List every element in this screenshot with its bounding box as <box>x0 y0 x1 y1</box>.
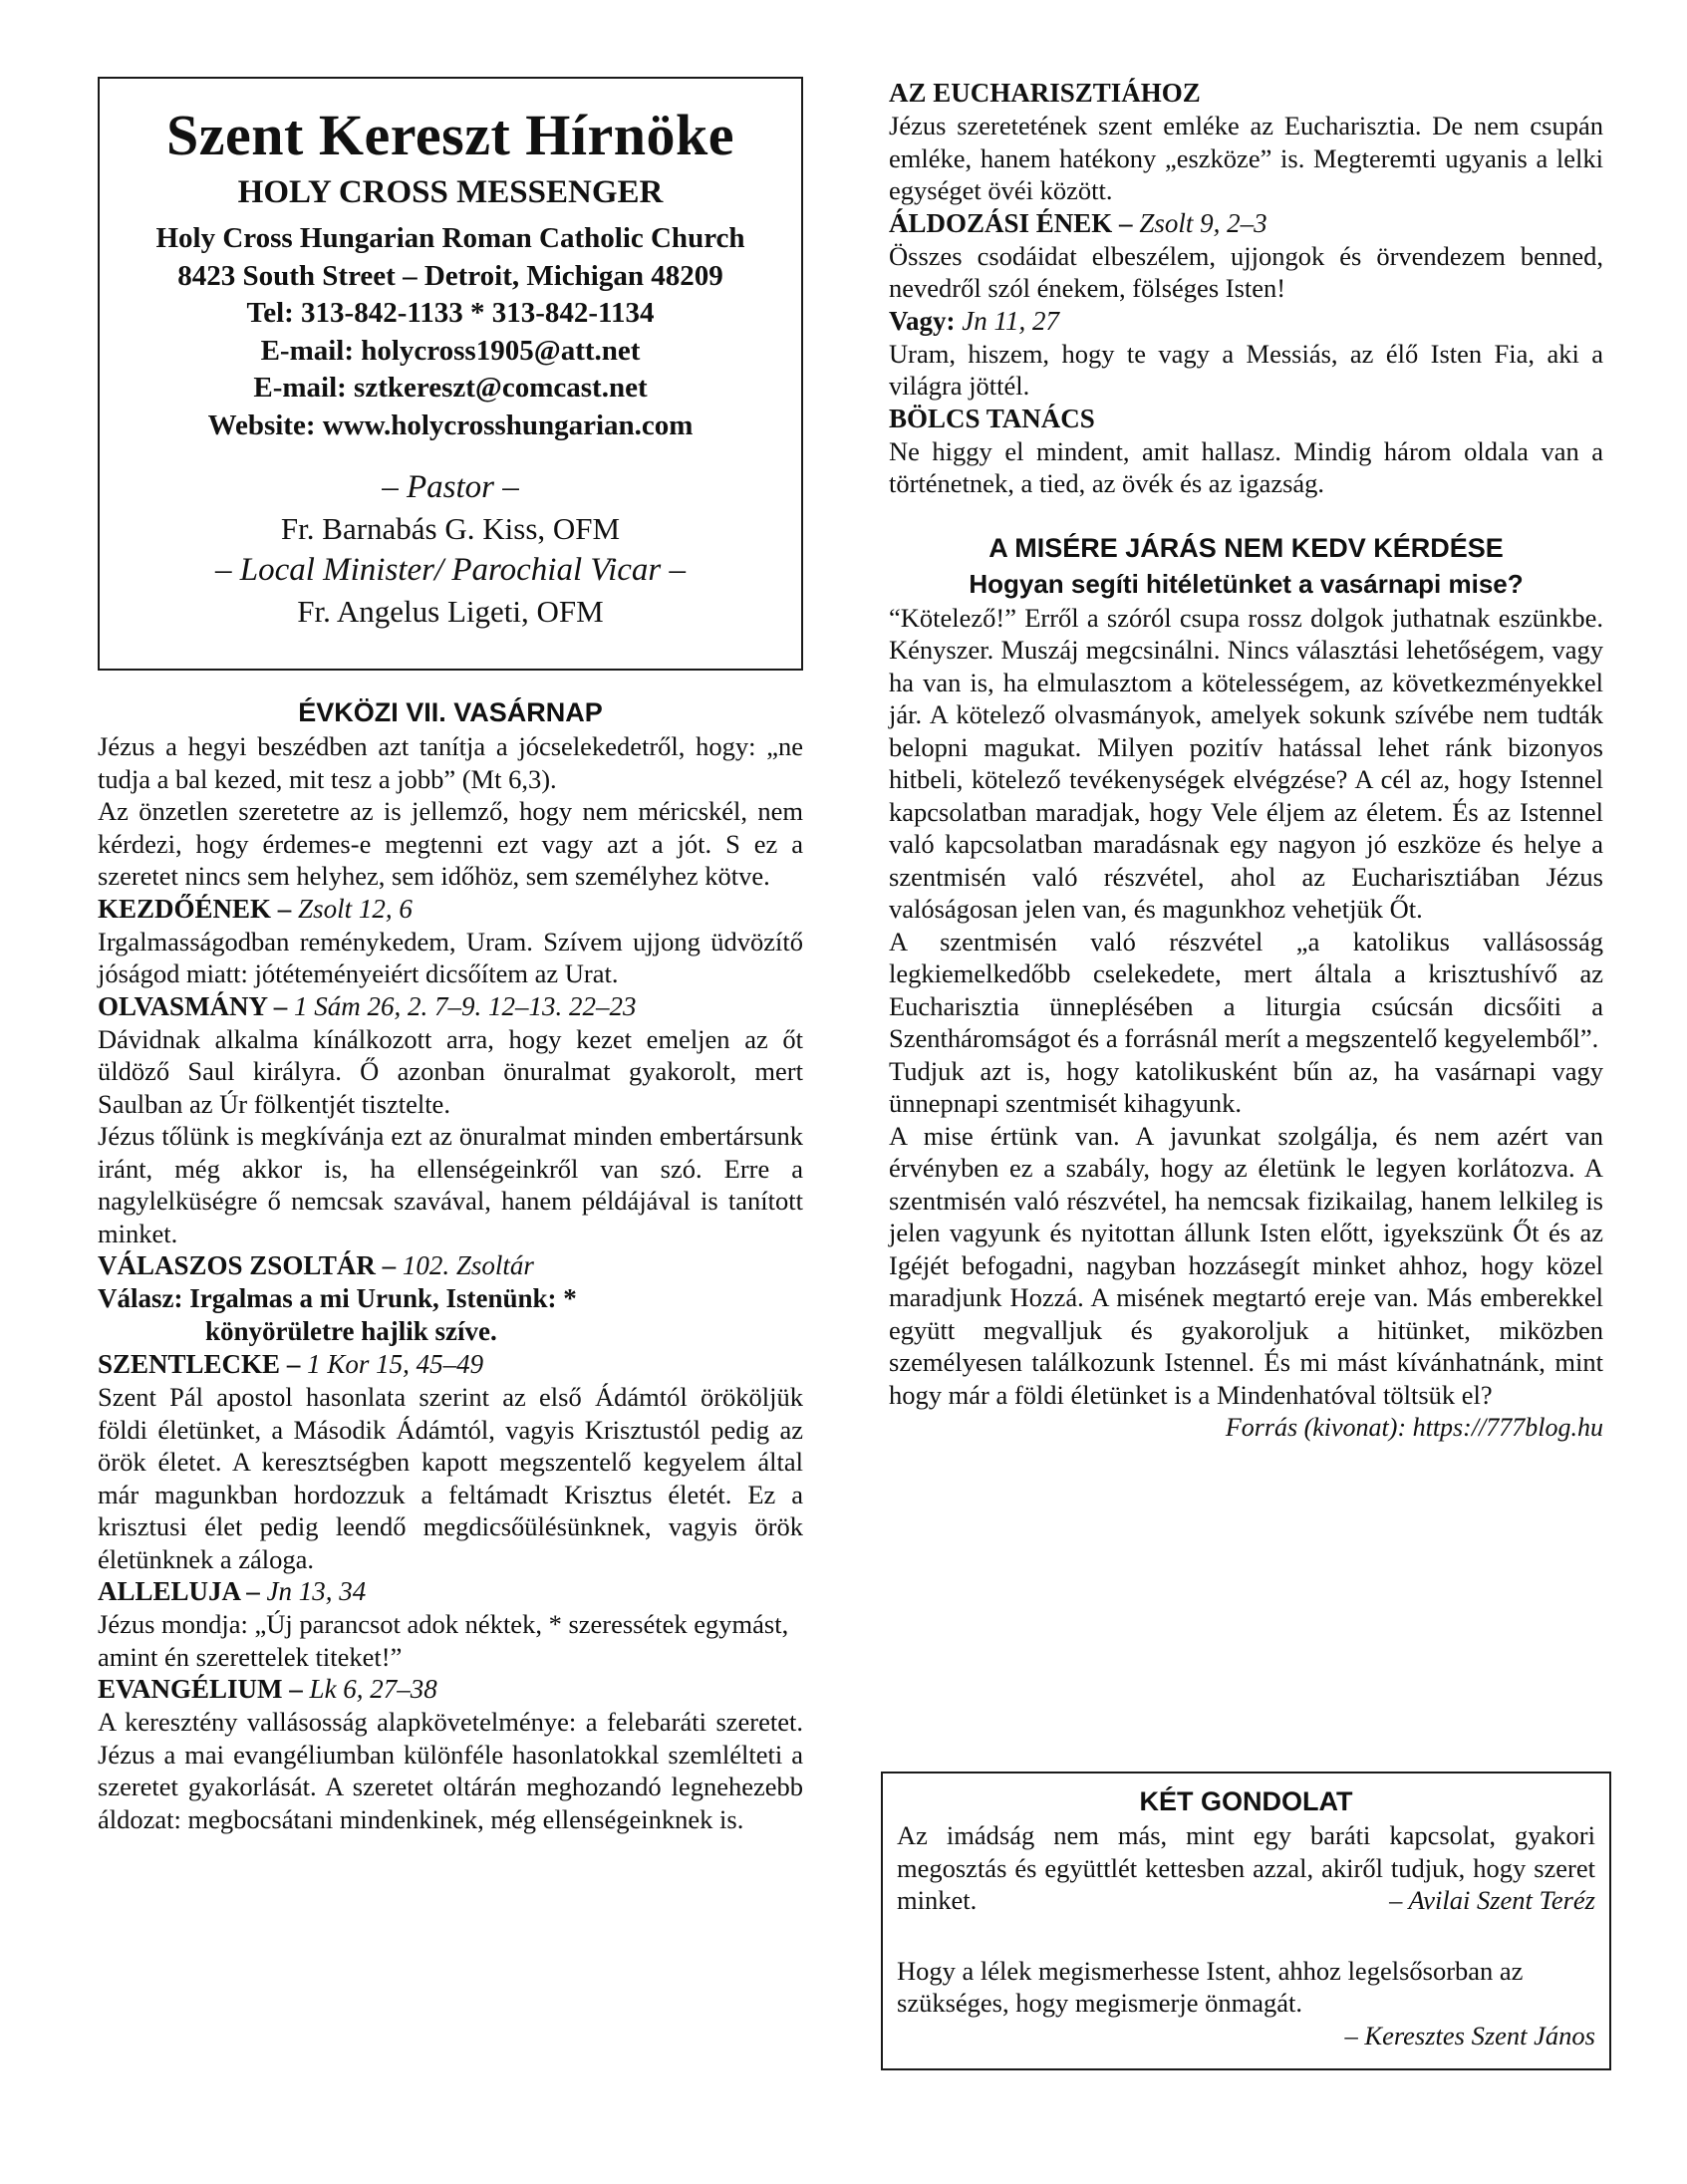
right-column <box>889 77 1603 1444</box>
mass-paragraph-3: Tudjuk azt is, hogy katolikusként bűn az, ha vasárnapi vagy ünnepnapi szentmisét kihagyunk. <box>889 1055 1603 1118</box>
reading-text-2: Jézus tőlünk is megkívánja ezt az önuralmat minden embertársunk iránt, még akkor is, ha ellenségeinkről van szó. Erre a nagylelküségre ő nemcsak szavával, hanem példájával is tanított minket. <box>98 1121 803 1248</box>
advice-title-text: BÖLCS TANÁCS <box>889 403 1095 433</box>
newsletter-title: Szent Kereszt Hírnöke <box>166 103 734 167</box>
eucharist-text: Jézus szeretetének szent emléke az Eucharisztia. De nem csupán emléke, hanem hatékony „eszköze” is. Megteremti ugyanis a lelki egységet övéi között. <box>889 111 1603 205</box>
psalm-heading <box>98 1249 803 1282</box>
communion-heading <box>889 207 1603 240</box>
or-text: Uram, hiszem, hogy te vagy a Messiás, az élő Isten Fia, aki a világra jöttél. <box>889 338 1603 401</box>
entrance-heading <box>98 893 803 926</box>
second-reading-ref: 1 Kor 15, 45–49 <box>307 1349 484 1379</box>
vicar-role: – Local Minister/ Parochial Vicar – <box>214 552 687 588</box>
mass-paragraph-1: “Kötelező!” Erről a szóról csupa rossz dolgok juthatnak eszünkbe. Kényszer. Muszáj megcsinálni. Nincs választási lehetőségem, vagy ha van is, ha elmulasztom a kötelességem, az következményekkel jár. A kötelező olvasmányok, amelyek sokunk szívébe nem tudták belopni magukat. Milyen pozitív hatással lehet ránk bizonyos hitbeli, kötelező tevékenységek elvégzése? A cél az, hogy Istennel kapcsolatban maradjak, hogy Vele éljem az életem. És az Istennel való kapcsolatban maradásnak egy nagyon jó eszköze és helye a szentmisén való részvétel, ahol az Eucharisztiában Jézus valóságosan jelen van, és magunkhoz vehetjük Őt. <box>889 602 1603 924</box>
advice-text: Ne higgy el mindent, amit hallasz. Mindig három oldala van a történetnek, a tied, az övék és az igazság. <box>889 435 1603 498</box>
church-name: Holy Cross Hungarian Roman Catholic Church <box>155 222 745 254</box>
mass-subtitle: Hogyan segíti hitéletünket a vasárnapi mise? <box>969 568 1524 599</box>
church-address: 8423 South Street – Detroit, Michigan 48209 <box>177 259 723 292</box>
or-ref: Jn 11, 27 <box>962 305 1059 336</box>
email-primary[interactable]: E-mail: holycross1905@att.net <box>260 334 641 367</box>
gospel-text: A keresztény vallásosság alapkövetelménye: a felebaráti szeretet. Jézus a mai evangéliumban különféle hasonlatokkal szemlélteti a szeretet gyakorlását. A szeretet oltárán meghozandó legnehezebb áldozat: megbocsátani mindenkinek, még ellenségeinknek is. <box>98 1707 803 1834</box>
entrance-label: KEZDŐÉNEK – <box>98 893 299 924</box>
psalm-response-2: könyörületre hajlik szíve. <box>205 1316 497 1346</box>
mass-title: A MISÉRE JÁRÁS NEM KEDV KÉRDÉSE <box>988 532 1504 563</box>
gospel-label: EVANGÉLIUM – <box>98 1674 310 1704</box>
mass-paragraph-2: A szentmisén való részvétel „a katolikus vallásosság legkiemelkedőbb cselekedete, mert általa a krisztushívő az Eucharisztia ünneplésében a liturgia csúcsán dicsőiti a Szentháromságot és a forrásnál merít a megszentelő kegyelemből”. <box>889 926 1603 1053</box>
mass-paragraph-4: A mise értünk van. A javunkat szolgálja, és nem azért van érvényben ez a szabály, hogy az életünk le legyen korlátozva. A szentmisén való részvétel, ha nemcsak fizikailag, hanem lelkileg is jelen vagyunk és nyitottan állunk Isten előtt, igyekszünk Őt és az Igéjét befogadni, nagyban hozzásegít minket ahhoz, hogy közel maradjunk Hozzá. A misének megtartó ereje van. Más emberekkel együtt megvalljuk és gyakoroljuk a hitünket, miközben személyesen találkozunk Istennel. És mi mást kívánhatnánk, mint hogy már a földi életünket is a Mindenhatóval töltsük el? <box>889 1120 1603 1410</box>
quote-2-text: Hogy a lélek megismerhesse Istent, ahhoz legelsősorban az szükséges, hogy megismerje önmagát. <box>897 1955 1524 2018</box>
communion-ref: Zsolt 9, 2–3 <box>1139 207 1267 238</box>
advice-title <box>889 403 1603 435</box>
psalm-ref: 102. Zsoltár <box>402 1250 534 1280</box>
pastor-role: – Pastor – <box>382 469 519 505</box>
reading-label: OLVASMÁNY – <box>98 990 295 1021</box>
newsletter-subtitle: HOLY CROSS MESSENGER <box>237 174 664 210</box>
gospel-ref: Lk 6, 27–38 <box>309 1674 437 1704</box>
masthead-box <box>98 77 803 671</box>
two-thoughts-title: KÉT GONDOLAT <box>1139 1786 1353 1816</box>
or-heading <box>889 305 1603 338</box>
second-reading-label: SZENTLECKE – <box>98 1349 308 1379</box>
eucharist-section <box>889 77 1603 500</box>
alleluia-label: ALLELUJA – <box>98 1576 267 1606</box>
psalm-response-1: Válasz: Irgalmas a mi Urunk, Istenünk: * <box>98 1283 577 1313</box>
gospel-heading <box>98 1673 803 1706</box>
psalm-label: VÁLASZOS ZSOLTÁR – <box>98 1250 403 1280</box>
website-link[interactable]: Website: www.holycrosshungarian.com <box>207 409 694 441</box>
second-reading-text: Szent Pál apostol hasonlata szerint az első Ádámtól örököljük földi életünket, a Második Ádámtól, vagyis Krisztustól pedig az örök életet. A keresztségben kapott megszentelő kegyelem által már magunkban hordozzuk a feltámadt Krisztus életét. Ez a krisztusi élet pedig leendő megdicsőülésünknek, vagyis örök életünknek a záloga. <box>98 1382 803 1574</box>
entrance-ref: Zsolt 12, 6 <box>298 893 413 924</box>
two-thoughts-box <box>881 1772 1611 2070</box>
sunday-section <box>98 694 803 1835</box>
reading-text-1: Dávidnak alkalma kínálkozott arra, hogy kezet emeljen az őt üldöző Saul királyra. Ő azonban önuralmat gyakorolt, mert Saulban az Úr fölkentjét tisztelte. <box>98 1023 803 1119</box>
sunday-intro-1: Jézus a hegyi beszédben azt tanítja a jócselekedetről, hogy: „ne tudja a bal kezed, mit tesz a jobb” (Mt 6,3). <box>98 731 803 794</box>
second-reading-heading <box>98 1348 803 1381</box>
quote-1-author: – Avilai Szent Teréz <box>1389 1885 1595 1915</box>
reading-ref: 1 Sám 26, 2. 7–9. 12–13. 22–23 <box>294 990 637 1021</box>
eucharist-title <box>889 77 1603 110</box>
reading-heading <box>98 990 803 1023</box>
church-phone: Tel: 313-842-1133 * 313-842-1134 <box>246 297 655 329</box>
email-secondary[interactable]: E-mail: sztkereszt@comcast.net <box>253 372 648 404</box>
quote-2-author: – Keresztes Szent János <box>1344 2020 1595 2050</box>
alleluia-ref: Jn 13, 34 <box>266 1576 367 1606</box>
left-column <box>98 77 803 1835</box>
mass-source[interactable]: Forrás (kivonat): https://777blog.hu <box>1225 1413 1603 1442</box>
eucharist-title-text: AZ EUCHARISZTIÁHOZ <box>889 78 1201 108</box>
communion-text: Összes csodáidat elbeszélem, ujjongok és örvendezem benned, nevedről szól énekem, fölséges Isten! <box>889 240 1603 303</box>
alleluia-text: Jézus mondja: „Új parancsot adok néktek, * szeressétek egymást, amint én szerettelek titeket!” <box>98 1609 789 1672</box>
vicar-name: Fr. Angelus Ligeti, OFM <box>297 594 604 629</box>
mass-section <box>889 530 1603 1445</box>
communion-label: ÁLDOZÁSI ÉNEK – <box>889 207 1140 238</box>
pastor-name: Fr. Barnabás G. Kiss, OFM <box>280 511 621 546</box>
sunday-title: ÉVKÖZI VII. VASÁRNAP <box>298 697 603 727</box>
entrance-text: Irgalmasságodban reménykedem, Uram. Szívem ujjong üdvözítő jóságod miatt: jótéteményeiért dicsőítem az Urat. <box>98 926 803 988</box>
alleluia-heading <box>98 1575 803 1608</box>
sunday-intro-2: Az önzetlen szeretetre az is jellemző, hogy nem méricskél, nem kérdezi, hogy érdemes-e megtenni ezt vagy azt a jót. S ez a szeretet nincs sem helyhez, sem időhöz, sem személyhez kötve. <box>98 796 803 891</box>
quote-1-body: Az imádság nem más, mint egy baráti kapcsolat, gyakori megosztás és együttlét kettesben azzal, akiről tudjuk, hogy szeret minket. <box>897 1820 1595 1915</box>
or-label: Vagy: <box>889 305 963 336</box>
